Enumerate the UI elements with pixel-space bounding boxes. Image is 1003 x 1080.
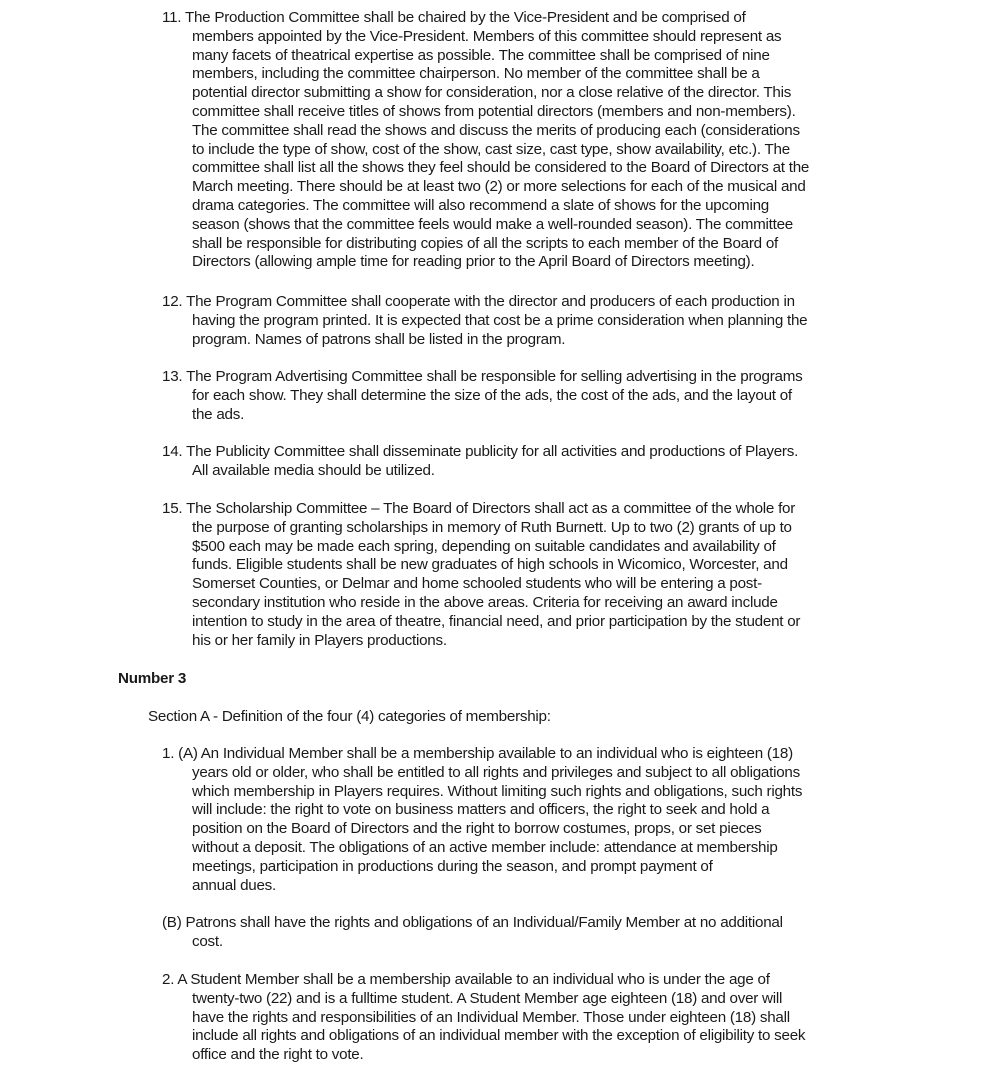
text-line: committee shall list all the shows they feel should be considered to the Board of Directors at the bbox=[192, 159, 810, 177]
text-line: The Publicity Committee shall disseminate publicity for all activities and productions of Players. bbox=[186, 443, 799, 460]
membership-item-1a bbox=[162, 745, 802, 895]
item-number: 14. bbox=[162, 443, 183, 460]
item-number: 13. bbox=[162, 368, 183, 385]
text-line: the ads. bbox=[192, 405, 245, 423]
text-line: cost. bbox=[192, 932, 223, 950]
text-line: members appointed by the Vice-President. Members of this committee should represent as bbox=[192, 27, 782, 45]
text-line: position on the Board of Directors and the right to borrow costumes, props, or set pieces bbox=[192, 820, 762, 838]
item-number: 2. bbox=[162, 971, 175, 988]
text-line: program. Names of patrons shall be listed in the program. bbox=[192, 330, 566, 348]
text-line: The Program Advertising Committee shall be responsible for selling advertising in the programs bbox=[186, 368, 803, 385]
text-line: office and the right to vote. bbox=[192, 1046, 364, 1064]
text-line: Somerset Counties, or Delmar and home schooled students who will be entering a post- bbox=[192, 575, 762, 593]
text-line: March meeting. There should be at least two (2) or more selections for each of the musical and bbox=[192, 178, 806, 196]
text-line: The Scholarship Committee – The Board of Directors shall act as a committee of the whole for bbox=[186, 500, 796, 517]
text-line: for each show. They shall determine the size of the ads, the cost of the ads, and the layout of bbox=[192, 386, 792, 404]
text-line: drama categories. The committee will also recommend a slate of shows for the upcoming bbox=[192, 196, 769, 214]
text-line: meetings, participation in productions during the season, and prompt payment of bbox=[192, 857, 713, 875]
membership-item-2 bbox=[162, 971, 805, 1065]
section-heading: Number 3 bbox=[118, 670, 187, 687]
text-line: potential director submitting a show for consideration, nor a close relative of the director. This bbox=[192, 84, 792, 102]
text-line: include all rights and obligations of an individual member with the exception of eligibility to seek bbox=[192, 1027, 806, 1045]
text-line: Directors (allowing ample time for reading prior to the April Board of Directors meeting). bbox=[192, 253, 755, 271]
item-number: 1. bbox=[162, 745, 175, 762]
text-line: the purpose of granting scholarships in memory of Ruth Burnett. Up to two (2) grants of up to bbox=[192, 518, 792, 536]
text-line: years old or older, who shall be entitled to all rights and privileges and subject to all obligations bbox=[192, 763, 800, 781]
item-number: 15. bbox=[162, 500, 183, 517]
membership-item-1b bbox=[162, 914, 783, 952]
item-number: 12. bbox=[162, 293, 183, 310]
text-line: without a deposit. The obligations of an active member include: attendance at membership bbox=[192, 838, 778, 856]
text-line: A Student Member shall be a membership available to an individual who is under the age of bbox=[177, 971, 770, 988]
text-line: shall be responsible for distributing copies of all the scripts to each member of the Board of bbox=[192, 234, 779, 252]
committee-item-14 bbox=[162, 443, 798, 481]
text-line: All available media should be utilized. bbox=[192, 461, 435, 479]
text-line: $500 each may be made each spring, depending on suitable candidates and availability of bbox=[192, 537, 776, 555]
text-line: will include: the right to vote on business matters and officers, the right to seek and hold a bbox=[192, 801, 770, 819]
text-line: many facets of theatrical expertise as possible. The committee shall be comprised of nine bbox=[192, 46, 770, 64]
text-line: The committee shall read the shows and discuss the merits of producing each (considerations bbox=[192, 121, 800, 139]
text-line: having the program printed. It is expected that cost be a prime consideration when planning the bbox=[192, 311, 808, 329]
section-title: Section A - Definition of the four (4) categories of membership: bbox=[148, 708, 551, 725]
text-line: to include the type of show, cost of the show, cast size, cast type, show availability, etc.). The bbox=[192, 140, 790, 158]
committee-item-12 bbox=[162, 293, 807, 349]
text-line: intention to study in the area of theatre, financial need, and prior participation by the student or bbox=[192, 612, 801, 630]
committee-item-11 bbox=[162, 9, 809, 272]
text-line: which membership in Players requires. Without limiting such rights and obligations, such rights bbox=[192, 782, 803, 800]
text-line: The Production Committee shall be chaired by the Vice-President and be comprised of bbox=[184, 9, 746, 26]
text-line: committee shall receive titles of shows from potential directors (members and non-members). bbox=[192, 102, 796, 120]
text-line: twenty-two (22) and is a fulltime student. A Student Member age eighteen (18) and over will bbox=[192, 989, 783, 1007]
text-line: secondary institution who reside in the above areas. Criteria for receiving an award include bbox=[192, 593, 778, 611]
text-line: members, including the committee chairperson. No member of the committee shall be a bbox=[192, 65, 760, 83]
committee-item-13 bbox=[162, 368, 802, 424]
item-number: 11. bbox=[162, 9, 182, 26]
text-line: The Program Committee shall cooperate with the director and producers of each production in bbox=[186, 293, 795, 310]
text-line: annual dues. bbox=[192, 876, 276, 894]
committee-item-15 bbox=[162, 500, 800, 650]
text-line: season (shows that the committee feels would make a well-rounded season). The committee bbox=[192, 215, 793, 233]
text-line: his or her family in Players productions. bbox=[192, 631, 447, 649]
text-line: funds. Eligible students shall be new graduates of high schools in Wicomico, Worcester, and bbox=[192, 556, 788, 574]
text-line: have the rights and responsibilities of an Individual Member. Those under eighteen (18) shall bbox=[192, 1008, 790, 1026]
text-line: (B) Patrons shall have the rights and obligations of an Individual/Family Member at no additional bbox=[162, 914, 783, 931]
text-line: (A) An Individual Member shall be a membership available to an individual who is eighteen (18) bbox=[178, 745, 793, 762]
